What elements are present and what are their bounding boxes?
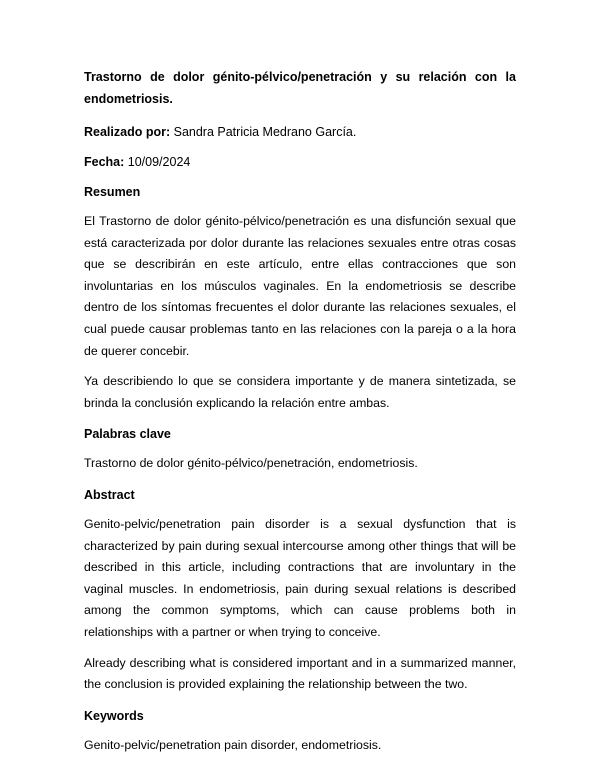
keywords-heading: Keywords <box>84 708 144 723</box>
document-page <box>84 66 516 765</box>
abstract-paragraph-2: Already describing what is considered important and in a summarized manner, the conclusion is provided explaining the relationship between the two. <box>84 655 516 692</box>
resumen-heading: Resumen <box>84 185 141 199</box>
date-value: 10/09/2024 <box>127 155 191 169</box>
resumen-paragraph-1: El Trastorno de dolor génito-pélvico/penetración es una disfunción sexual que está caracterizada por dolor durante las relaciones sexuales entre otras cosas que se describirán en este artículo, entre ellas contracciones que son involuntarias en los músculos vaginales. En la endometriosis se describe dentro de los síntomas frecuentes el dolor durante las relaciones sexuales, el cual puede causar problemas tanto en las relaciones con la pareja o a la hora de querer concebir. <box>84 214 516 358</box>
palabras-clave-heading: Palabras clave <box>84 427 171 442</box>
author-line <box>84 121 516 143</box>
author-name: Sandra Patricia Medrano García. <box>173 125 357 139</box>
keywords-text: Genito-pelvic/penetration pain disorder, endometriosis. <box>84 737 382 752</box>
author-label: Realizado por: <box>84 125 171 139</box>
date-line <box>84 151 516 173</box>
palabras-clave-text: Trastorno de dolor génito-pélvico/penetración, endometriosis. <box>84 456 418 471</box>
abstract-heading: Abstract <box>84 487 135 502</box>
date-label: Fecha: <box>84 155 125 169</box>
document-title: Trastorno de dolor génito-pélvico/penetración y su relación con la endometriosis. <box>84 70 516 106</box>
resumen-paragraph-2: Ya describiendo lo que se considera importante y de manera sintetizada, se brinda la conclusión explicando la relación entre ambas. <box>84 374 516 410</box>
abstract-paragraph-1: Genito-pelvic/penetration pain disorder is a sexual dysfunction that is characterized by pain during sexual intercourse among other things that will be described in this article, including contractions that are involuntary in the vaginal muscles. In endometriosis, pain during sexual relations is described among the common symptoms, which can cause problems both in relationships with a partner or when trying to conceive. <box>84 516 516 639</box>
